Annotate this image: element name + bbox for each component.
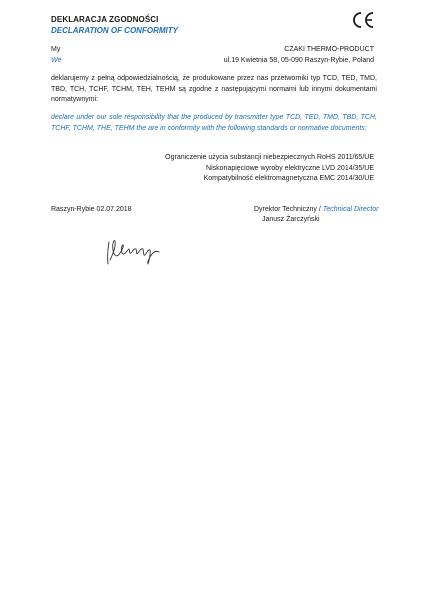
director-title: [254, 206, 379, 213]
standard-lvd: Niskonapięciowe wyroby elektryczne LVD 2014/35/UE: [206, 164, 374, 172]
company-name: CZAKI THERMO-PRODUCT: [284, 46, 374, 53]
declaration-text-english: declare under our sole responsibility that the produced by transmitter type TCD, TED, TMD, TBD, TCH, TCHF, TCHM, THE, TEHM the are in conformity with the following standards or normative documents:: [51, 114, 377, 132]
standard-rohs: Ograniczenie użycia substancji niebezpiecznych RoHS 2011/65/UE: [165, 154, 374, 161]
title-polish: DEKLARACJA ZGODNOŚCI: [51, 15, 159, 24]
director-title-polish: Dyrektor Techniczny /: [254, 206, 323, 213]
declaration-text-polish: deklarujemy z pełną odpowiedzialnością, że produkowane przez nas przetworniki typ TCD, TED, TMD, TBD, TCH, TCHF, TCHM, TEH, TEHM są zgodne z następującymi normami lub innymi dokumentami normatywnymi:: [51, 75, 377, 103]
ce-mark-icon: [352, 11, 376, 29]
place-and-date: Raszyn-Rybie 02.07.2018: [51, 206, 132, 213]
standards-list: [165, 153, 374, 185]
issuer-label-english: We: [51, 57, 62, 64]
handwritten-signature-icon: [104, 236, 172, 266]
standard-emc: Kompatybilność elektromagnetyczna EMC 2014/30/UE: [203, 175, 374, 182]
director-name: Janusz Żarczyński: [262, 216, 320, 223]
issuer-label-polish: My: [51, 46, 61, 53]
title-english: DECLARATION OF CONFORMITY: [51, 26, 178, 35]
company-address: ul.19 Kwietnia 58, 05-090 Raszyn-Rybie, Poland: [223, 57, 374, 64]
director-title-english: Technical Director: [322, 206, 379, 213]
